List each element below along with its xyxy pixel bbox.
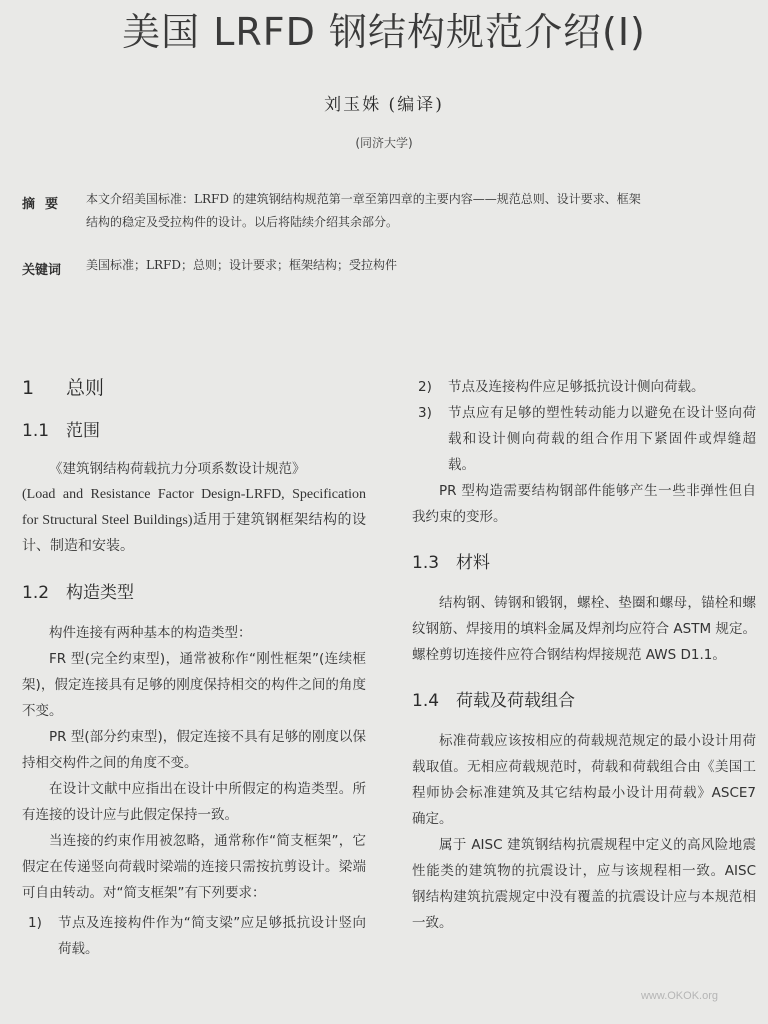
left-column bbox=[22, 376, 366, 962]
section-1-4-heading bbox=[412, 690, 756, 712]
page-title: 美国 LRFD 钢结构规范介绍(I) bbox=[122, 10, 646, 54]
section-1-heading bbox=[22, 376, 366, 400]
paragraph: PR 型构造需要结构钢部件能够产生一些非弹性但自我约束的变形。 bbox=[412, 483, 756, 525]
section-title: 荷载及荷载组合 bbox=[456, 691, 575, 711]
list-item bbox=[412, 400, 756, 478]
section-1-1-heading bbox=[22, 420, 366, 442]
abstract-text bbox=[86, 188, 754, 234]
paragraph: 标准荷载应该按相应的荷载规范规定的最小设计用荷载取值。无相应荷载规范时，荷载和荷载组合由《美国工程师协会标准建筑及其它结构最小设计用荷载》ASCE7 确定。 bbox=[412, 733, 756, 827]
section-number: 1.3 bbox=[412, 553, 440, 573]
section-title: 材料 bbox=[456, 553, 490, 573]
section-title: 构造类型 bbox=[66, 583, 134, 603]
section-title: 范围 bbox=[66, 421, 100, 441]
affiliation: (同济大学) bbox=[355, 136, 413, 150]
keywords-text: 美国标准；LRFD；总则；设计要求；框架结构；受拉构件 bbox=[86, 258, 397, 272]
abstract-line: 结构的稳定及受拉构件的设计。以后将陆续介绍其余部分。 bbox=[86, 215, 399, 229]
list-item bbox=[412, 374, 756, 400]
list-text: 节点及连接构件作为“简支梁”应足够抵抗设计竖向荷载。 bbox=[58, 915, 366, 957]
list-number: 1) bbox=[28, 915, 42, 931]
paragraph: (Load and Resistance Factor Design-LRFD, Specification for Structural Steel Buildings)适用于建筑钢框架结构的设计、制造和安装。 bbox=[22, 487, 366, 554]
list-text: 节点及连接构件应足够抵抗设计侧向荷载。 bbox=[448, 379, 705, 395]
paragraph: PR 型(部分约束型)，假定连接不具有足够的刚度以保持相交构件之间的角度不变。 bbox=[22, 729, 366, 771]
list-number: 3) bbox=[418, 405, 432, 421]
list-text: 节点应有足够的塑性转动能力以避免在设计竖向荷载和设计侧向荷载的组合作用下紧固件或焊缝超载。 bbox=[448, 405, 756, 473]
section-number: 1.1 bbox=[22, 421, 50, 441]
section-number: 1.2 bbox=[22, 583, 50, 603]
section-title: 总则 bbox=[66, 377, 105, 399]
section-number: 1 bbox=[22, 377, 35, 399]
list-number: 2) bbox=[418, 379, 432, 395]
section-number: 1.4 bbox=[412, 691, 440, 711]
watermark: www.OKOK.org bbox=[640, 990, 718, 1002]
paragraph: 在设计文献中应指出在设计中所假定的构造类型。所有连接的设计应与此假定保持一致。 bbox=[22, 781, 366, 823]
list-item bbox=[22, 910, 366, 962]
right-column bbox=[412, 374, 756, 936]
keywords-label: 关键词 bbox=[22, 263, 62, 278]
paragraph: FR 型(完全约束型)，通常被称作“刚性框架”(连续框架)，假定连接具有足够的刚度保持相交的构件之间的角度不变。 bbox=[22, 651, 366, 719]
paragraph: 当连接的约束作用被忽略，通常称作“简支框架”，它假定在传递竖向荷载时梁端的连接只需按抗剪设计。梁端可自由转动。对“简支框架”有下列要求： bbox=[22, 833, 366, 901]
author: 刘玉姝 (编译) bbox=[324, 95, 444, 115]
paragraph: 结构钢、铸钢和锻钢，螺栓、垫圈和螺母，锚栓和螺纹钢筋、焊接用的填料金属及焊剂均应符合 ASTM 规定。螺栓剪切连接件应符合钢结构焊接规范 AWS D1.1。 bbox=[412, 595, 756, 663]
paragraph: 属于 AISC 建筑钢结构抗震规程中定义的高风险地震性能类的建筑物的抗震设计，应与该规程相一致。AISC 钢结构建筑抗震规定中没有覆盖的抗震设计应与本规范相一致。 bbox=[412, 837, 756, 931]
section-1-3-heading bbox=[412, 552, 756, 574]
abstract-label: 摘要 bbox=[22, 197, 69, 212]
paragraph: 《建筑钢结构荷载抗力分项系数设计规范》 bbox=[49, 461, 306, 477]
section-1-2-heading bbox=[22, 582, 366, 604]
paragraph: 构件连接有两种基本的构造类型： bbox=[49, 625, 252, 641]
abstract-line: 本文介绍美国标准：LRFD 的建筑钢结构规范第一章至第四章的主要内容——规范总则、设计要求、框架 bbox=[86, 192, 641, 206]
